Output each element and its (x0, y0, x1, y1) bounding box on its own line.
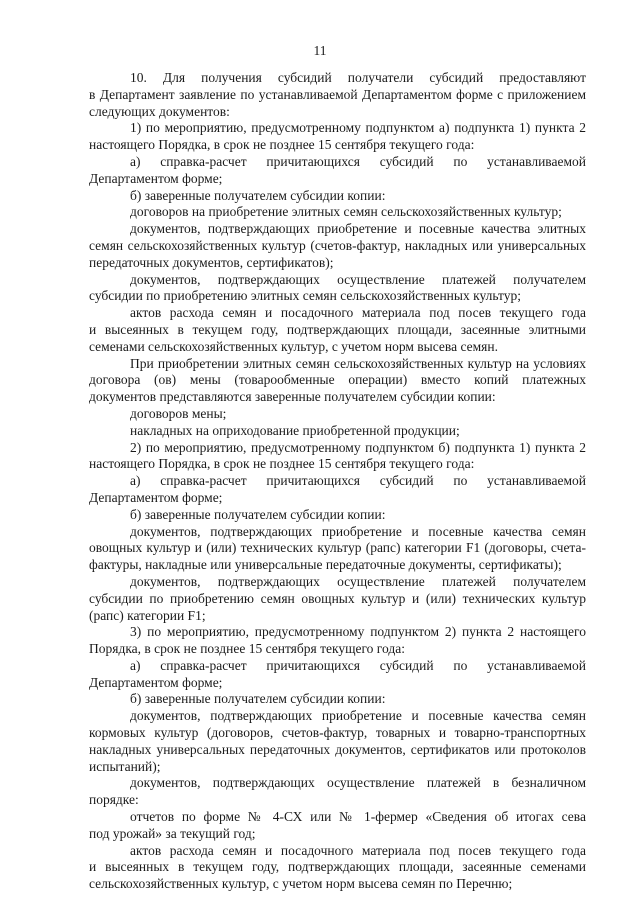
paragraph (89, 305, 586, 355)
text-line: документов, подтверждающих приобретение и посевные качества семян (130, 523, 586, 539)
text-line: (рапс) категории F1; (89, 607, 206, 623)
text-line: а) справка-расчет причитающихся субсидий по устанавливаемой (130, 473, 586, 489)
text-line: накладных на оприходование приобретенной продукции; (130, 422, 460, 438)
text-line: и высеянных в текущем году, подтверждающих площади, засеянные элитными (89, 321, 586, 337)
text-line: передаточных документов, сертификатов); (89, 254, 334, 270)
paragraph (89, 507, 586, 524)
text-line: Департаментом форме; (89, 674, 223, 690)
text-line: кормовых культур (договоров, счетов-фактур, товарных и товарно-транспортных (89, 725, 586, 741)
text-line: актов расхода семян и посадочного материала под посев текущего года (130, 842, 586, 858)
text-line: документов, подтверждающих осуществление платежей в безналичном (130, 775, 586, 791)
paragraph (89, 221, 586, 271)
text-line: документов, подтверждающих приобретение и посевные качества семян (130, 708, 586, 724)
text-line: настоящего Порядка, в срок не позднее 15 сентября текущего года: (89, 456, 475, 472)
text-line: а) справка-расчет причитающихся субсидий по устанавливаемой (130, 657, 586, 673)
text-line: документов, подтверждающих осуществление платежей получателем (130, 271, 586, 287)
text-line: семенами сельскохозяйственных культур, с учетом норм высева семян. (89, 338, 498, 354)
text-line: Порядка, в срок не позднее 15 сентября текущего года: (89, 641, 405, 657)
text-line: испытаний); (89, 758, 161, 774)
text-line: фактуры, накладные или универсальные передаточные документы, сертификаты); (89, 557, 562, 573)
paragraph (89, 204, 586, 221)
text-line: субсидии по приобретению семян овощных культур и (или) технических культур (89, 590, 586, 606)
paragraph (89, 524, 586, 574)
paragraph (89, 809, 586, 843)
page-number: 11 (313, 43, 327, 58)
paragraph (89, 356, 586, 406)
paragraph (89, 624, 586, 658)
paragraph (89, 691, 586, 708)
paragraph (89, 440, 586, 474)
paragraph (89, 406, 586, 423)
paragraph (89, 70, 586, 120)
paragraph (89, 423, 586, 440)
text-line: 3) по мероприятию, предусмотренному подпунктом 2) пункта 2 настоящего (130, 624, 586, 640)
text-line: следующих документов: (89, 103, 230, 119)
text-line: семян сельскохозяйственных культур (счетов-фактур, накладных или универсальных (89, 237, 586, 253)
paragraph (89, 272, 586, 306)
paragraph (89, 708, 586, 775)
text-line: порядке: (89, 792, 139, 808)
text-line: документов, подтверждающих приобретение и посевные качества элитных (130, 221, 586, 237)
text-line: под урожай» за текущий год; (89, 825, 256, 841)
text-line: субсидии по приобретению элитных семян сельскохозяйственных культур; (89, 288, 521, 304)
text-line: договоров мены; (130, 405, 227, 421)
text-line: б) заверенные получателем субсидии копии: (130, 691, 386, 707)
text-line: б) заверенные получателем субсидии копии: (130, 506, 386, 522)
paragraph (89, 188, 586, 205)
text-line: и высеянных в текущем году, подтверждающих площади, засеянные семенами (89, 859, 586, 875)
paragraph (89, 658, 586, 692)
text-line: настоящего Порядка, в срок не позднее 15 сентября текущего года: (89, 137, 475, 153)
text-line: договора (ов) мены (товарообменные операции) вместо копий платежных (89, 372, 586, 388)
text-line: сельскохозяйственных культур, с учетом норм высева семян по Перечню; (89, 876, 513, 892)
text-line: а) справка-расчет причитающихся субсидий по устанавливаемой (130, 153, 586, 169)
text-line: Департаментом форме; (89, 170, 223, 186)
text-line: накладных универсальных передаточных документов, сертификатов или протоколов (89, 741, 586, 757)
text-line: 1) по мероприятию, предусмотренному подпунктом а) подпункта 1) пункта 2 (130, 120, 586, 136)
text-line: документов, подтверждающих осуществление платежей получателем (130, 573, 586, 589)
document-body (89, 70, 586, 893)
text-line: б) заверенные получателем субсидии копии: (130, 187, 386, 203)
text-line: Департаментом форме; (89, 489, 223, 505)
paragraph (89, 120, 586, 154)
text-line: документов представляются заверенные получателем субсидии копии: (89, 389, 496, 405)
text-line: отчетов по форме № 4-СХ или № 1-фермер «Сведения об итогах сева (130, 809, 586, 825)
paragraph (89, 843, 586, 893)
paragraph (89, 473, 586, 507)
text-line: 10. Для получения субсидий получатели субсидий предоставляют (130, 70, 586, 85)
text-line: 2) по мероприятию, предусмотренному подпунктом б) подпункта 1) пункта 2 (130, 439, 586, 455)
text-line: договоров на приобретение элитных семян сельскохозяйственных культур; (130, 204, 562, 220)
text-line: При приобретении элитных семян сельскохозяйственных культур на условиях (130, 355, 586, 371)
paragraph (89, 775, 586, 809)
text-line: актов расхода семян и посадочного материала под посев текущего года (130, 305, 586, 321)
text-line: овощных культур и (или) технических культур (рапс) категории F1 (договоры, счета- (89, 540, 586, 556)
text-line: в Департамент заявление по устанавливаемой Департаментом форме с приложением (89, 86, 586, 102)
paragraph (89, 574, 586, 624)
paragraph (89, 154, 586, 188)
